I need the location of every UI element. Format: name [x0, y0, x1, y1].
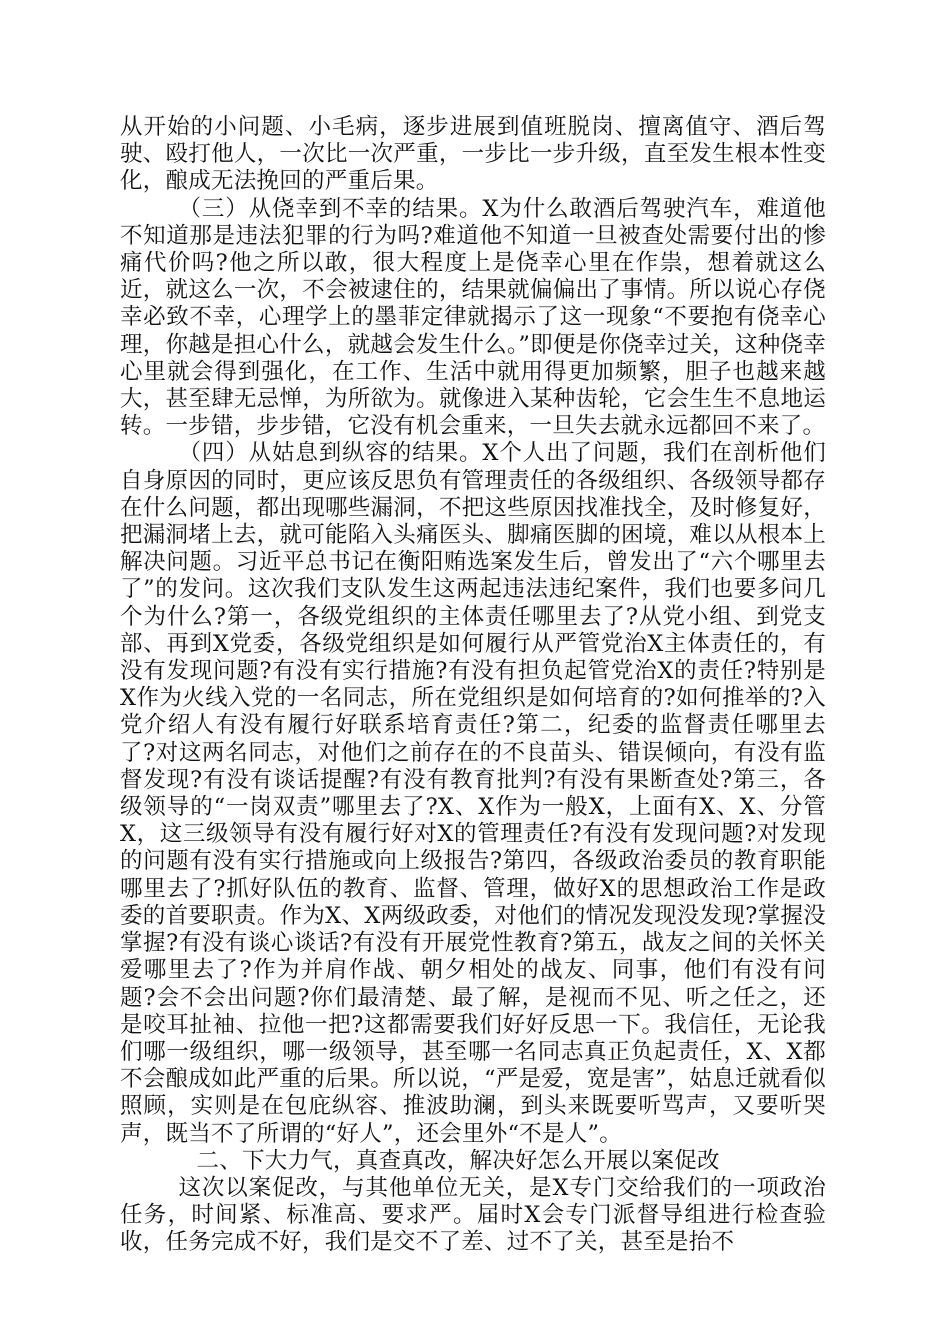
section-heading-two: 二、下大力气，真查真改，解决好怎么开展以案促改 [196, 1147, 720, 1174]
paragraph-section-two-body: 这次以案促改，与其他单位无关，是X专门交给我们的一项政治任务，时间紧、标准高、要求严。届时X会专门派督导组进行检查验收，任务完成不好，我们是交不了差、过不了关，甚至是抬不 [120, 1174, 826, 1256]
document-body [120, 114, 826, 1257]
paragraph-section-four: （四）从姑息到纵容的结果。X个人出了问题，我们在剖析他们自身原因的同时，更应该反思负有管理责任的各级组织、各级领导都存在什么问题，都出现哪些漏洞，不把这些原因找准找全，及时修复好，把漏洞堵上去，就可能陷入头痛医头、脚痛医脚的困境，难以从根本上解决问题。习近平总书记在衡阳贿选案发生后，曾发出了“六个哪里去了”的发问。这次我们支队发生这两起违法违纪案件，我们也要多问几个为什么?第一，各级党组织的主体责任哪里去了?从党小组、到党支部、再到X党委，各级党组织是如何履行从严管党治X主体责任的，有没有发现问题?有没有实行措施?有没有担负起管党治X的责任?特别是X作为火线入党的一名同志，所在党组织是如何培育的?如何推举的?入党介绍人有没有履行好联系培育责任?第二，纪委的监督责任哪里去了?对这两名同志，对他们之前存在的不良苗头、错误倾向，有没有监督发现?有没有谈话提醒?有没有教育批判?有没有果断查处?第三，各级领导的“一岗双责”哪里去了?X、X作为一般X，上面有X、X、分管X，这三级领导有没有履行好对X的管理责任?有没有发现问题?对发现的问题有没有实行措施或向上级报告?第四，各级政治委员的教育职能哪里去了?抓好队伍的教育、监督、管理，做好X的思想政治工作是政委的首要职责。作为X、X两级政委，对他们的情况发现没发现?掌握没掌握?有没有谈心谈话?有没有开展党性教育?第五，战友之间的关怀关爱哪里去了?作为并肩作战、朝夕相处的战友、同事，他们有没有问题?会不会出问题?你们最清楚、最了解，是视而不见、听之任之，还是咬耳扯袖、拉他一把?这都需要我们好好反思一下。我信任，无论我们哪一级组织，哪一级领导，甚至哪一名同志真正负起责任，X、X都不会酿成如此严重的后果。所以说，“严是爱，宽是害”，姑息迁就看似照顾，实则是在包庇纵容、推波助澜，到头来既要听骂声，又要听哭声，既当不了所谓的“好人”，还会里外“不是人”。 [120, 440, 827, 1147]
paragraph-section-three: （三）从侥幸到不幸的结果。X为什么敢酒后驾驶汽车，难道他不知道那是违法犯罪的行为吗?难道他不知道一旦被查处需要付出的惨痛代价吗?他之所以敢，很大程度上是侥幸心里在作祟，想着就这么近，就这么一次，不会被逮住的，结果就偏偏出了事情。所以说心存侥幸必致不幸，心理学上的墨菲定律就揭示了这一现象“不要抱有侥幸心理，你越是担心什么，就越会发生什么。”即便是你侥幸过关，这种侥幸心里就会得到强化，在工作、生活中就用得更加频繁，胆子也越来越大，甚至肆无忌惮，为所欲为。就像进入某种齿轮，它会生生不息地运转。一步错，步步错，它没有机会重来，一旦失去就永远都回不来了。 [120, 195, 826, 440]
paragraph-continuation: 从开始的小问题、小毛病，逐步进展到值班脱岗、擅离值守、酒后驾驶、殴打他人，一次比一次严重，一步比一步升级，直至发生根本性变化，酿成无法挽回的严重后果。 [120, 114, 826, 195]
